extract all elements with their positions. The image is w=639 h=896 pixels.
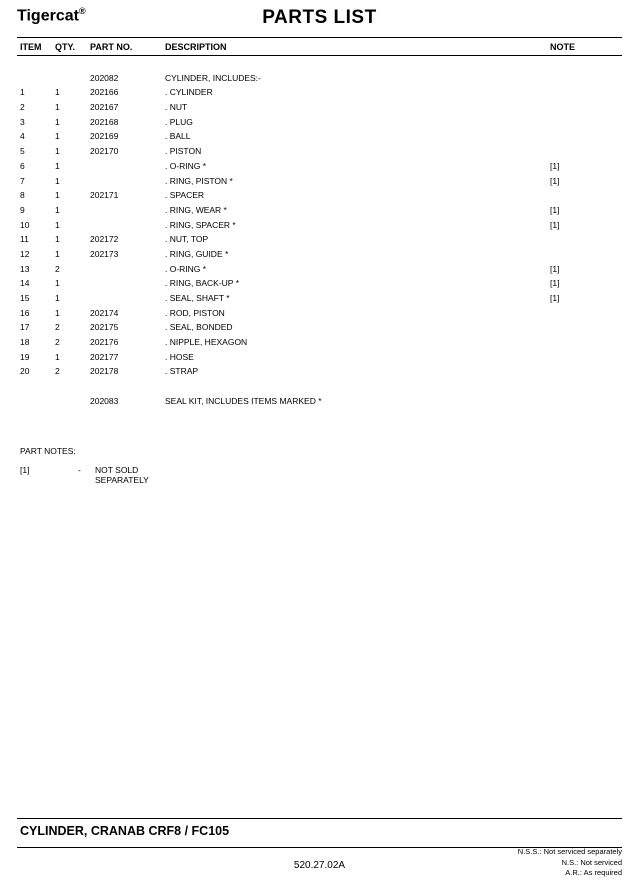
cell-description: . PLUG: [165, 116, 193, 127]
cell-item: 14: [20, 278, 30, 289]
cell-item: 3: [20, 116, 25, 127]
cell-qty: 1: [55, 204, 60, 215]
assembly-title: CYLINDER, CRANAB CRF8 / FC105: [20, 824, 230, 838]
cell-description: . RING, PISTON *: [165, 175, 233, 186]
part-notes-title: PART NOTES:: [20, 446, 76, 456]
cell-qty: 1: [55, 87, 60, 98]
cell-description: . NIPPLE, HEXAGON: [165, 337, 248, 348]
cell-description: . PISTON: [165, 146, 202, 157]
cell-note: [1]: [550, 293, 560, 303]
cell-part-no: 202169: [90, 131, 119, 142]
cell-part-no: 202174: [90, 307, 119, 318]
cell-item: 15: [20, 293, 30, 303]
cell-description: . BALL: [165, 131, 191, 142]
cell-qty: 1: [55, 116, 60, 127]
cell-qty: 1: [55, 248, 60, 259]
cell-part-no: 202178: [90, 366, 119, 377]
table-row: [17, 115, 622, 130]
cell-part-no: 202171: [90, 190, 119, 201]
column-header-part-no: PART NO.: [90, 42, 133, 52]
cell-part-no: 202177: [90, 351, 119, 362]
cell-qty: 2: [55, 366, 60, 377]
cell-item: 7: [20, 175, 25, 186]
cell-part-no: 202175: [90, 322, 119, 333]
cell-item: 4: [20, 131, 25, 142]
cell-description: SEAL KIT, INCLUDES ITEMS MARKED *: [165, 395, 322, 406]
cell-qty: 2: [55, 263, 60, 274]
cell-part-no: 202172: [90, 234, 119, 245]
cell-description: . SEAL, SHAFT *: [165, 293, 230, 303]
cell-item: 12: [20, 248, 30, 259]
cell-description: . STRAP: [165, 366, 199, 377]
part-note-tag: [1]: [20, 465, 30, 475]
table-row: [17, 232, 622, 247]
table-row: [17, 276, 622, 291]
part-note-row: [20, 465, 149, 485]
cell-qty: 1: [55, 175, 60, 186]
column-header-qty: QTY.: [55, 42, 76, 52]
table-row: [17, 129, 622, 144]
column-header-note: NOTE: [550, 42, 576, 52]
cell-note: [1]: [550, 204, 560, 215]
brand-name: Tigercat: [17, 7, 79, 25]
cell-description: . RING, WEAR *: [165, 204, 227, 215]
cell-note: [1]: [550, 278, 560, 289]
legend-line-nss: N.S.S.: Not serviced separately: [517, 847, 622, 856]
cell-description: . O-RING *: [165, 160, 207, 171]
cell-item: 10: [20, 219, 30, 230]
table-row: [17, 350, 622, 365]
table-leading-spacer: [17, 56, 622, 71]
cell-qty: 2: [55, 337, 60, 348]
cell-part-no: 202166: [90, 87, 119, 98]
cell-item: 20: [20, 366, 30, 377]
cell-item: 17: [20, 322, 30, 333]
table-row: [17, 306, 622, 321]
table-row: [17, 85, 622, 100]
parts-table: [17, 37, 622, 406]
legend-line-ns: N.S.: Not serviced: [561, 857, 622, 867]
cell-item: 19: [20, 351, 30, 362]
cell-qty: 1: [55, 234, 60, 245]
part-note-text: NOT SOLD SEPARATELY: [95, 465, 149, 485]
cell-qty: 1: [55, 131, 60, 142]
cell-qty: 1: [55, 146, 60, 157]
table-row: [17, 159, 622, 174]
cell-description: . NUT, TOP: [165, 234, 209, 245]
cell-item: 6: [20, 160, 25, 171]
table-row: [17, 174, 622, 189]
cell-part-no: 202168: [90, 116, 119, 127]
cell-item: 5: [20, 146, 25, 157]
cell-qty: 1: [55, 219, 60, 230]
legend-line-ar: A.R.: As required: [565, 868, 622, 877]
column-header-description: DESCRIPTION: [165, 42, 227, 52]
abbreviation-legend: [322, 847, 622, 879]
table-row: [17, 203, 622, 218]
table-row: [17, 71, 622, 86]
part-notes-section: [20, 446, 149, 485]
table-row: [17, 394, 622, 409]
cell-part-no: 202170: [90, 146, 119, 157]
cell-qty: 1: [55, 351, 60, 362]
cell-description: . SEAL, BONDED: [165, 322, 233, 333]
cell-part-no: 202176: [90, 337, 119, 348]
page-title: PARTS LIST: [262, 7, 377, 28]
cell-qty: 1: [55, 160, 60, 171]
cell-qty: 1: [55, 293, 60, 303]
cell-description: . CYLINDER: [165, 87, 213, 98]
cell-description: . O-RING *: [165, 263, 207, 274]
cell-note: [1]: [550, 219, 560, 230]
cell-qty: 2: [55, 322, 60, 333]
cell-qty: 1: [55, 190, 60, 201]
table-row: [17, 291, 622, 306]
cell-description: CYLINDER, INCLUDES:-: [165, 72, 261, 83]
cell-item: 11: [20, 234, 29, 245]
cell-qty: 1: [55, 278, 60, 289]
cell-description: . RING, BACK-UP *: [165, 278, 239, 289]
table-row: [17, 100, 622, 115]
cell-part-no: 202083: [90, 395, 119, 406]
cell-note: [1]: [550, 175, 560, 186]
table-row: [17, 364, 622, 379]
cell-description: . NUT: [165, 102, 188, 113]
cell-item: 2: [20, 102, 25, 113]
table-row: [17, 335, 622, 350]
cell-item: 8: [20, 190, 25, 201]
table-row: [17, 262, 622, 277]
cell-qty: 1: [55, 307, 60, 318]
cell-note: [1]: [550, 160, 560, 171]
cell-description: . RING, GUIDE *: [165, 248, 229, 259]
table-body: [17, 56, 622, 406]
cell-item: 1: [20, 87, 25, 98]
cell-description: . RING, SPACER *: [165, 219, 236, 230]
cell-description: . HOSE: [165, 351, 194, 362]
cell-part-no: 202167: [90, 102, 119, 113]
cell-item: 9: [20, 204, 25, 215]
cell-part-no: 202173: [90, 248, 119, 259]
registered-trademark-symbol: ®: [78, 6, 86, 16]
table-row: [17, 218, 622, 233]
document-number: 520.27.02A: [293, 860, 346, 871]
cell-description: . SPACER: [165, 190, 205, 201]
table-row: [17, 320, 622, 335]
table-row: [17, 247, 622, 262]
table-row: [17, 144, 622, 159]
cell-part-no: 202082: [90, 72, 119, 83]
column-header-item: ITEM: [20, 42, 42, 52]
cell-item: 13: [20, 263, 30, 274]
cell-item: 18: [20, 337, 30, 348]
table-row-blank: [17, 379, 622, 394]
cell-item: 16: [20, 307, 30, 318]
cell-description: . ROD, PISTON: [165, 307, 225, 318]
part-note-dash: -: [78, 465, 81, 475]
footer-top-rule: [17, 818, 622, 819]
cell-qty: 1: [55, 102, 60, 113]
table-row: [17, 188, 622, 203]
table-header-row: [17, 38, 622, 55]
cell-note: [1]: [550, 263, 560, 274]
